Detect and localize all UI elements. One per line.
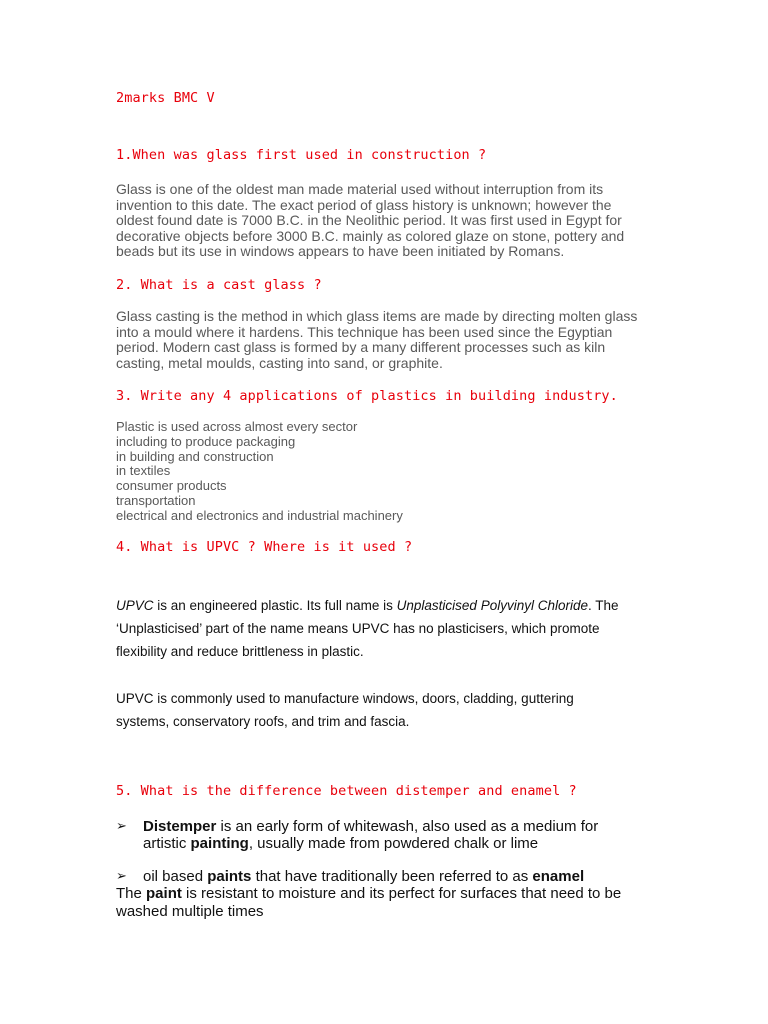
- answer-4-paragraph-1: [116, 594, 656, 663]
- paint-term: paint: [146, 885, 182, 902]
- bullet-arrow-icon: ➢: [116, 869, 127, 884]
- bullet-1-line-1: [143, 818, 598, 835]
- answer-4-paragraph-2: [116, 687, 656, 733]
- answer-line: flexibility and reduce brittleness in plastic.: [116, 644, 364, 659]
- question-4: 4. What is UPVC ? Where is it used ?: [116, 539, 413, 555]
- answer-line: ‘Unplasticised’ part of the name means UPVC has no plasticisers, which promote: [116, 621, 600, 636]
- text-fragment: The: [116, 885, 147, 902]
- bullet-1-line-2: [143, 835, 538, 852]
- answer-line: oldest found date is 7000 B.C. in the Neolithic period. It was first used in Egypt for: [116, 212, 622, 229]
- text-fragment: oil based: [143, 868, 208, 885]
- answer-1: [116, 182, 656, 260]
- answer-line: Glass casting is the method in which glass items are made by directing molten glass: [116, 308, 638, 324]
- answer-2: [116, 309, 656, 371]
- bullet-2-line-1: [143, 868, 584, 885]
- list-item: in building and construction: [116, 448, 274, 464]
- bullet-arrow-icon: ➢: [116, 819, 127, 834]
- answer-line: period. Modern cast glass is formed by a many different processes such as kiln: [116, 339, 606, 356]
- answer-line: into a mould where it hardens. This technique has been used since the Egyptian: [116, 323, 613, 340]
- list-item: Plastic is used across almost every sector: [116, 419, 358, 434]
- answer-line: beads but its use in windows appears to have been initiated by Romans.: [116, 243, 565, 260]
- answer-3-list: [116, 420, 656, 524]
- list-item: in textiles: [116, 463, 171, 479]
- question-2: 2. What is a cast glass ?: [116, 277, 322, 293]
- question-3: 3. Write any 4 applications of plastics in building industry.: [116, 388, 618, 404]
- list-item: consumer products: [116, 478, 227, 494]
- answer-line: decorative objects before 3000 B.C. mainly as colored glaze on stone, pottery and: [116, 227, 625, 244]
- question-5: 5. What is the difference between distemper and enamel ?: [116, 783, 577, 799]
- enamel-term: enamel: [532, 868, 585, 885]
- enamel-description-line-1: [116, 885, 621, 902]
- answer-line: casting, metal moulds, casting into sand, or graphite.: [116, 354, 443, 371]
- document-title: 2marks BMC V: [116, 90, 215, 106]
- text-fragment: that have traditionally been referred to as: [251, 868, 533, 885]
- painting-term: painting: [190, 835, 249, 852]
- upvc-full-name: Unplasticised Polyvinyl Chloride: [396, 598, 588, 613]
- text-fragment: , usually made from powdered chalk or lime: [248, 835, 539, 852]
- answer-line: UPVC is commonly used to manufacture windows, doors, cladding, guttering: [116, 691, 574, 706]
- enamel-description-line-2: washed multiple times: [116, 903, 264, 920]
- answer-line: [116, 594, 656, 617]
- list-item: including to produce packaging: [116, 433, 296, 449]
- answer-line: Glass is one of the oldest man made material used without interruption from its: [116, 181, 604, 197]
- upvc-term: UPVC: [116, 598, 154, 613]
- list-item: electrical and electronics and industrial machinery: [116, 507, 403, 523]
- list-item: transportation: [116, 492, 196, 508]
- answer-line: systems, conservatory roofs, and trim and fascia.: [116, 714, 410, 729]
- question-1: 1.When was glass first used in construction ?: [116, 147, 487, 163]
- paints-term: paints: [207, 868, 252, 885]
- text-fragment: artistic: [143, 835, 191, 852]
- text-fragment: is an early form of whitewash, also used as a medium for: [216, 818, 599, 835]
- text-fragment: is resistant to moisture and its perfect for surfaces that need to be: [181, 885, 622, 902]
- answer-line: invention to this date. The exact period of glass history is unknown; however the: [116, 196, 612, 213]
- distemper-term: Distemper: [143, 818, 217, 835]
- text-fragment: . The: [588, 598, 619, 613]
- text-fragment: is an engineered plastic. Its full name is: [153, 598, 397, 613]
